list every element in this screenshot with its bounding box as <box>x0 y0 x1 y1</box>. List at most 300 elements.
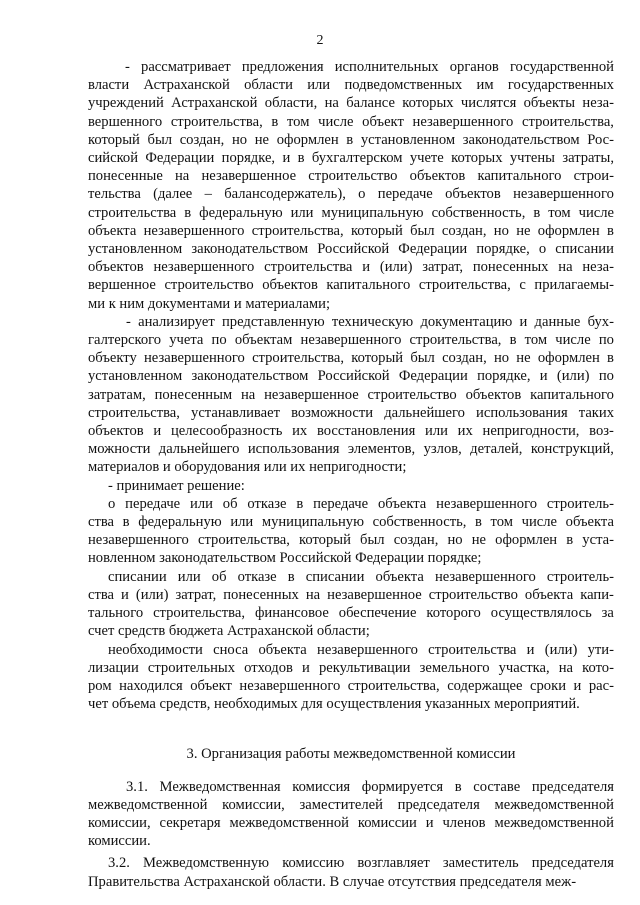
paragraph-line <box>88 778 614 796</box>
word: на <box>175 168 190 185</box>
paragraph-line <box>88 58 614 76</box>
word: порядке, <box>477 368 531 385</box>
paragraph-line <box>88 549 614 567</box>
word: строительство <box>308 168 398 185</box>
word: в <box>271 113 279 130</box>
document-body <box>88 58 614 891</box>
word: строительства, <box>522 113 614 130</box>
line-text: материалов и оборудования или их непригодности; <box>88 459 407 476</box>
word: учреждений <box>88 95 164 112</box>
paragraph-line <box>88 222 614 240</box>
line-text: чет объема средств, необходимых для осуществления указанных мероприятий. <box>88 696 580 713</box>
word: объекта <box>88 222 137 239</box>
word: строи- <box>573 168 614 185</box>
word: установленном <box>88 368 183 385</box>
line-text: Правительства Астраханской области. В случае отсутствия председателя меж- <box>88 873 577 890</box>
word: муниципальную <box>321 204 424 221</box>
paragraph-line <box>88 331 614 349</box>
word: - <box>126 313 131 330</box>
word: - <box>125 59 130 75</box>
word: строитель- <box>546 495 614 512</box>
paragraph-reviews-proposals <box>88 58 614 313</box>
word: незавершенного <box>412 113 514 130</box>
word: и <box>573 677 582 694</box>
word: строительных <box>147 659 236 676</box>
paragraph-line <box>88 295 614 313</box>
word: строительства <box>88 204 177 221</box>
paragraph-line <box>88 659 614 677</box>
word: в <box>287 568 295 585</box>
paragraph-line <box>88 814 614 832</box>
paragraph-line <box>88 854 614 872</box>
word: создан, <box>442 350 487 367</box>
word: дальнейшего <box>384 404 465 421</box>
word: который <box>299 532 351 549</box>
paragraph-line <box>88 94 614 112</box>
line-text: комиссии. <box>88 833 151 850</box>
word: возглавляет <box>357 855 430 872</box>
word: списании <box>108 568 167 585</box>
word: понесенных <box>223 586 299 603</box>
paragraph-line <box>88 873 614 891</box>
word: строитель- <box>546 568 614 585</box>
word: межведомственной <box>229 814 349 831</box>
paragraph-3-2 <box>88 854 614 890</box>
paragraph-line <box>88 313 614 331</box>
word: комиссии <box>357 814 417 831</box>
word: незавершенного <box>436 495 537 512</box>
word: в <box>297 150 305 167</box>
word: ром <box>88 677 112 694</box>
paragraph-line <box>88 404 614 422</box>
word: с <box>519 277 526 294</box>
word: исполнительных <box>334 59 439 75</box>
word: объект <box>190 677 232 694</box>
word: документацию <box>420 313 513 330</box>
paragraph-analyzes-documentation <box>88 313 614 477</box>
paragraph-line <box>88 641 614 659</box>
word: порядке, <box>221 150 276 167</box>
paragraph-line <box>88 367 614 385</box>
word: прилагаемы- <box>534 277 614 294</box>
paragraph-line <box>88 677 614 695</box>
word: представленную <box>222 313 325 330</box>
word: содержащее <box>447 677 523 694</box>
word: финансовое <box>254 605 329 622</box>
word: о <box>358 186 366 203</box>
word: затратам, <box>88 386 146 403</box>
paragraph-decision-write-off <box>88 568 614 641</box>
word: установленном <box>88 241 183 258</box>
word: Российской <box>317 241 390 258</box>
word: которых <box>451 150 503 167</box>
word: межведомственной <box>494 796 614 813</box>
word: рекультивации <box>318 659 411 676</box>
word: (или) <box>379 259 413 276</box>
paragraph-3-1 <box>88 778 614 851</box>
word: обеспечение <box>338 605 417 622</box>
word: объекта <box>375 568 424 585</box>
paragraph-line <box>88 440 614 458</box>
word: незавершенного <box>153 259 255 276</box>
word: капитального <box>477 168 562 185</box>
word: и <box>302 659 310 676</box>
word: 3.2. <box>108 855 130 872</box>
word: сноса <box>213 641 249 658</box>
word: объекту <box>88 350 137 367</box>
word: (далее <box>153 186 193 203</box>
word: формируется <box>361 778 444 795</box>
word: членов <box>442 814 486 831</box>
word: числе <box>521 514 558 531</box>
word: отказе <box>247 495 287 512</box>
word: на <box>558 259 573 276</box>
word: межведомственной <box>88 796 208 813</box>
word: незавершенного <box>434 568 536 585</box>
word: Межведомственную <box>143 855 270 872</box>
word: Федерации <box>398 368 468 385</box>
word: председателя <box>531 778 614 795</box>
word: в <box>122 514 130 531</box>
word: уста- <box>582 532 614 549</box>
word: строительства, <box>347 677 440 694</box>
word: строительства, <box>251 222 344 239</box>
word: незавершенного <box>317 641 418 658</box>
word: был <box>410 222 435 239</box>
word: незавершенного <box>144 350 245 367</box>
word: который <box>350 222 403 239</box>
word: строительства, <box>170 113 263 130</box>
word: собственность, <box>372 514 467 531</box>
word: в <box>606 222 614 239</box>
word: был <box>147 131 173 148</box>
word: Межведомственная <box>159 778 281 795</box>
word: и <box>519 313 528 330</box>
word: отходов <box>244 659 293 676</box>
word: том <box>524 332 548 349</box>
word: ства <box>88 514 115 531</box>
word: комиссии, <box>88 814 151 831</box>
word: незавершенного <box>88 532 189 549</box>
paragraph-line <box>88 622 614 640</box>
word: по <box>211 332 227 349</box>
paragraph-line <box>88 604 614 622</box>
word: строительство <box>428 586 518 603</box>
word: собственность, <box>431 204 526 221</box>
word: понесенным <box>154 386 233 403</box>
word: был <box>360 532 385 549</box>
line-text: ми к ним документами и материалами; <box>88 295 331 312</box>
word: муниципальную <box>261 514 364 531</box>
word: не <box>254 131 270 148</box>
word: власти <box>88 77 130 94</box>
word: и <box>539 368 548 385</box>
paragraph-line: - принимает решение: <box>108 477 245 494</box>
word: или <box>307 77 331 94</box>
paragraph-line <box>88 276 614 294</box>
word: восстановления <box>316 423 416 440</box>
word: государственных <box>507 77 614 94</box>
paragraph-line <box>88 513 614 531</box>
word: необходимости <box>108 641 203 658</box>
paragraph-line <box>88 386 614 404</box>
word: неза- <box>582 259 614 276</box>
word: осуществлялось <box>490 605 592 622</box>
word: объектов <box>465 386 522 403</box>
word: и <box>153 423 162 440</box>
word: устанавливает <box>191 404 280 421</box>
word: незавершенного <box>300 332 402 349</box>
word: том <box>490 514 513 531</box>
word: можности <box>88 441 151 458</box>
word: Российской <box>317 368 390 385</box>
paragraph-line <box>88 204 614 222</box>
word: объекты <box>523 95 576 112</box>
word: или <box>177 568 201 585</box>
word: о <box>538 241 547 258</box>
paragraph-line <box>88 695 614 713</box>
word: анализирует <box>138 313 215 330</box>
word: объектов <box>445 186 501 203</box>
word: создан, <box>179 131 225 148</box>
paragraph-line <box>88 240 614 258</box>
line-text: новленном законодательством Российской Федерации порядке; <box>88 550 482 567</box>
paragraph-decision-demolition <box>88 641 614 714</box>
word: органов <box>449 59 499 75</box>
paragraph-line <box>88 586 614 604</box>
paragraph-line <box>88 149 614 167</box>
word: отказе <box>237 568 277 585</box>
word: в <box>296 495 304 512</box>
word: комиссию <box>282 855 345 872</box>
line-text: счет средств бюджета Астраханской области; <box>88 623 370 640</box>
word: незавершенное <box>327 586 422 603</box>
word: на <box>305 586 321 603</box>
word: возможности <box>291 404 374 421</box>
word: законодательством <box>191 368 309 385</box>
word: их <box>457 423 473 440</box>
word: строительства, <box>418 277 511 294</box>
word: председателя <box>397 796 480 813</box>
word: и <box>362 259 371 276</box>
word: строительства, <box>197 532 290 549</box>
word: понесенные <box>88 168 163 185</box>
word: – <box>204 186 212 203</box>
word: ути- <box>587 641 614 658</box>
word: строительства, <box>409 332 502 349</box>
word: рас- <box>588 677 614 694</box>
word: незавершенное <box>264 386 359 403</box>
word: деталей, <box>470 441 523 458</box>
word: находился <box>119 677 183 694</box>
word: в <box>184 204 192 221</box>
word: в <box>509 332 517 349</box>
paragraph-line <box>88 495 614 513</box>
word: в <box>533 204 541 221</box>
paragraph-line <box>88 568 614 586</box>
word: на <box>324 95 339 112</box>
word: объектов <box>88 259 144 276</box>
word: капи- <box>580 586 614 603</box>
word: который <box>351 350 404 367</box>
word: федеральную <box>199 204 283 221</box>
word: строительство <box>164 277 254 294</box>
word: целесообразность <box>170 423 283 440</box>
word: тального <box>88 605 144 622</box>
word: учете <box>409 150 444 167</box>
word: балансодержатель), <box>224 186 346 203</box>
word: объекта <box>258 641 307 658</box>
page-number: 2 <box>316 33 324 48</box>
paragraph-line <box>88 258 614 276</box>
word: воз- <box>589 423 614 440</box>
word: в <box>607 350 614 367</box>
paragraph-line <box>88 349 614 367</box>
word: использования <box>247 441 340 458</box>
word: и <box>121 586 129 603</box>
word: создан, <box>393 532 439 549</box>
word: незавершенного <box>239 677 341 694</box>
word: секретаря <box>159 814 221 831</box>
word: данные <box>534 313 581 330</box>
word: капитального <box>326 277 411 294</box>
word: незавершенного <box>513 186 614 203</box>
word: на <box>240 386 256 403</box>
word: списании <box>555 241 614 258</box>
word: по <box>598 332 614 349</box>
word: вершенное <box>88 277 156 294</box>
word: или <box>190 495 213 512</box>
word: числе <box>578 204 614 221</box>
word: и <box>425 814 434 831</box>
word: межведомственной <box>494 814 614 831</box>
word: капитального <box>530 386 614 403</box>
word: председателя <box>531 855 614 872</box>
word: федеральную <box>138 514 222 531</box>
word: строительства <box>428 641 517 658</box>
word: передаче <box>377 186 433 203</box>
word: незавершенное <box>201 168 297 185</box>
word: составе <box>473 778 521 795</box>
word: том <box>286 113 310 130</box>
word: создан, <box>441 222 487 239</box>
word: не <box>471 532 487 549</box>
paragraph-line <box>88 167 614 185</box>
word: рассматривает <box>141 59 231 75</box>
word: заместителей <box>299 796 383 813</box>
word: или <box>425 423 448 440</box>
word: государственной <box>509 59 614 75</box>
word: объекта <box>565 514 614 531</box>
word: узлов, <box>423 441 462 458</box>
word: или <box>230 514 254 531</box>
paragraph-line <box>88 76 614 94</box>
word: незавершенного <box>143 222 245 239</box>
word: комиссия <box>292 778 351 795</box>
paragraph-line <box>88 113 614 131</box>
word: бух- <box>587 313 614 330</box>
word: оформлен <box>495 532 558 549</box>
word: передаче <box>125 495 181 512</box>
word: объектам <box>234 332 293 349</box>
word: Рос- <box>587 131 614 148</box>
word: комиссии, <box>222 796 285 813</box>
word: по <box>598 368 614 385</box>
paragraph-line <box>88 185 614 203</box>
word: использования <box>476 404 568 421</box>
word: числе <box>318 113 354 130</box>
paragraph-line <box>88 458 614 476</box>
word: дальнейшего <box>158 441 240 458</box>
word: об <box>211 568 227 585</box>
word: передаче <box>313 495 369 512</box>
word: (или) <box>544 641 578 658</box>
word: на <box>558 659 574 676</box>
paragraph-decision-transfer <box>88 495 614 568</box>
word: объекта <box>377 495 427 512</box>
paragraph-line <box>88 832 614 850</box>
word: числятся <box>460 95 517 112</box>
paragraph-takes-decision <box>88 477 614 495</box>
word: которых <box>402 95 454 112</box>
word: объект <box>362 113 404 130</box>
word: лизации <box>88 659 139 676</box>
word: (или) <box>135 586 169 603</box>
paragraph-line <box>88 422 614 440</box>
word: вершенного <box>88 113 163 130</box>
word: неза- <box>582 95 614 112</box>
word: порядке, <box>476 241 530 258</box>
word: строительства <box>264 259 353 276</box>
word: конструкций, <box>530 441 614 458</box>
word: заместитель <box>442 855 519 872</box>
word: был <box>410 350 435 367</box>
word: затрат, <box>175 586 217 603</box>
word: но <box>493 350 510 367</box>
word: об <box>222 495 238 512</box>
word: подведомственных <box>344 77 463 94</box>
word: бухгалтерском <box>311 150 403 167</box>
word: и <box>282 150 291 167</box>
word: за <box>601 605 614 622</box>
word: или <box>290 204 314 221</box>
word: оформлен <box>537 350 600 367</box>
word: предложения <box>241 59 324 75</box>
word: том <box>548 204 571 221</box>
word: затраты, <box>562 150 614 167</box>
word: в <box>475 514 482 531</box>
paragraph-line <box>88 131 614 149</box>
word: Федерации <box>398 241 468 258</box>
word: которого <box>426 605 481 622</box>
word: сроки <box>530 677 567 694</box>
word: земельного <box>419 659 490 676</box>
word: объектов <box>409 168 466 185</box>
word: объектов <box>88 423 144 440</box>
word: но <box>231 131 248 148</box>
word: списании <box>305 568 365 585</box>
word: оформлен <box>537 222 600 239</box>
word: Федерации <box>145 150 215 167</box>
word: о <box>108 495 116 512</box>
word: строительства, <box>252 350 344 367</box>
word: сийской <box>88 150 139 167</box>
word: числе <box>555 332 591 349</box>
word: не <box>516 350 531 367</box>
word: кото- <box>582 659 614 676</box>
word: их <box>292 423 308 440</box>
word: затрат, <box>422 259 464 276</box>
